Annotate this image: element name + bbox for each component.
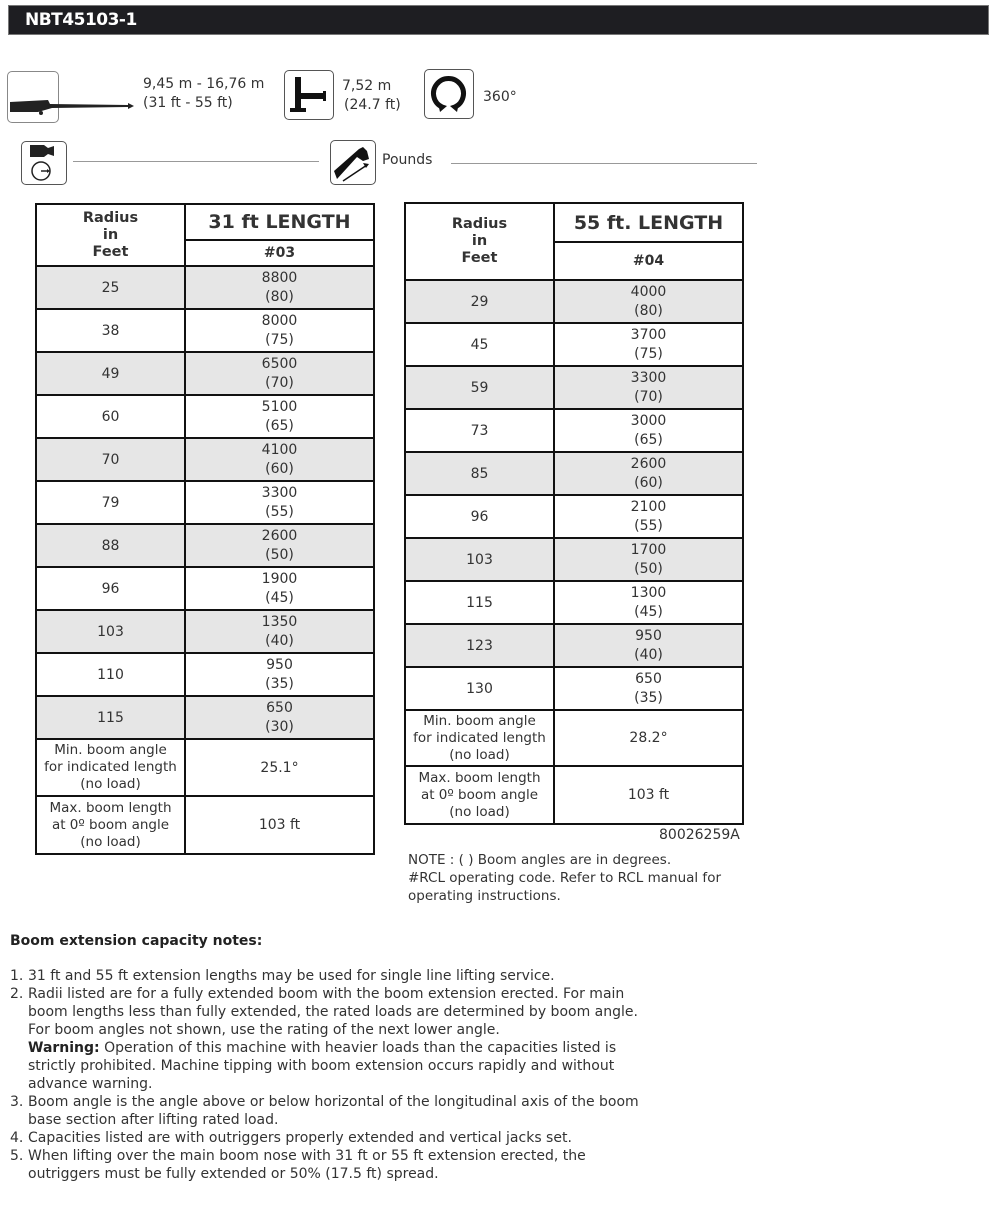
- table-note: [408, 851, 721, 905]
- boom-angle-value: (35): [634, 689, 663, 706]
- radius-cell: 110: [36, 653, 185, 696]
- note-number: 1.: [10, 968, 24, 984]
- radius-cell: 60: [36, 395, 185, 438]
- capacity-cell: [554, 538, 743, 581]
- note-number: 5.: [10, 1148, 24, 1164]
- table-row: [36, 610, 374, 653]
- load-value: 650: [266, 699, 293, 716]
- min-angle-value: 25.1°: [185, 739, 374, 796]
- radius-cell: 73: [405, 409, 554, 452]
- capacity-cell: [185, 481, 374, 524]
- load-value: 4000: [630, 283, 667, 300]
- boom-angle-value: (35): [265, 675, 294, 692]
- load-value: 3300: [630, 369, 667, 386]
- capacity-cell: [554, 667, 743, 710]
- boom-angle-value: (80): [634, 302, 663, 319]
- warning-text: Operation of this machine with heavier loads than the capacities listed is strictly prohibited. Machine tipping with boom extension occurs rapidly and without advance warning.: [28, 1040, 617, 1092]
- load-table-31ft: [35, 203, 375, 855]
- note-item: [10, 1147, 650, 1183]
- load-value: 950: [266, 656, 293, 673]
- table-row: [36, 567, 374, 610]
- radius-cell: 25: [36, 266, 185, 309]
- note-item: [10, 1129, 650, 1147]
- note-item: [10, 967, 650, 985]
- rotation-value: 360°: [483, 89, 517, 105]
- label-line: at 0º boom angle: [51, 816, 170, 833]
- capacity-cell: [554, 452, 743, 495]
- capacity-cell: [185, 653, 374, 696]
- label-line: (no load): [80, 776, 141, 792]
- max-length-label: [36, 796, 185, 854]
- label-line: Min. boom angle: [423, 712, 536, 729]
- note-text: Capacities listed are with outriggers properly extended and vertical jacks set.: [28, 1130, 572, 1146]
- load-value: 5100: [261, 398, 298, 415]
- min-angle-value: 28.2°: [554, 710, 743, 766]
- load-table-55ft: [404, 202, 744, 825]
- boom-angle-value: (80): [265, 288, 294, 305]
- radius-cell: 123: [405, 624, 554, 667]
- radius-cell: 45: [405, 323, 554, 366]
- label-line: at 0º boom angle: [420, 786, 539, 803]
- max-length-label: [405, 766, 554, 824]
- label-line: for indicated length: [44, 759, 177, 775]
- note-line: #RCL operating code. Refer to RCL manual for: [408, 870, 721, 886]
- boom-angle-value: (60): [265, 460, 294, 477]
- capacity-cell: [185, 309, 374, 352]
- radius-cell: 38: [36, 309, 185, 352]
- counterweight-icon: [21, 141, 67, 185]
- table-row: [36, 395, 374, 438]
- warning-label: Warning:: [28, 1040, 100, 1056]
- note-text: Boom angle is the angle above or below horizontal of the longitudinal axis of the boom base section after lifting rated load.: [28, 1094, 639, 1128]
- boom-angle-value: (65): [634, 431, 663, 448]
- radius-header: [36, 204, 185, 266]
- boom-angle-value: (45): [265, 589, 294, 606]
- note-number: 4.: [10, 1130, 24, 1146]
- boom-angle-value: (40): [265, 632, 294, 649]
- load-value: 650: [635, 670, 662, 687]
- capacity-cell: [185, 352, 374, 395]
- header-bar: [8, 5, 989, 35]
- min-angle-label: [405, 710, 554, 766]
- capacity-cell: [554, 366, 743, 409]
- table-row: [405, 409, 743, 452]
- boom-angle-value: (70): [265, 374, 294, 391]
- radius-cell: 79: [36, 481, 185, 524]
- boom-angle-value: (60): [634, 474, 663, 491]
- radius-header: [405, 203, 554, 280]
- load-value: 1350: [261, 613, 298, 630]
- capacity-cell: [185, 395, 374, 438]
- boom-angle-value: (55): [265, 503, 294, 520]
- note-text: 31 ft and 55 ft extension lengths may be used for single line lifting service.: [28, 968, 555, 984]
- extension-length-imperial: (31 ft - 55 ft): [143, 95, 233, 111]
- table-row: [36, 352, 374, 395]
- load-value: 4100: [261, 441, 298, 458]
- capacity-cell: [185, 567, 374, 610]
- table-row: [36, 481, 374, 524]
- document-number: 80026259A: [659, 827, 740, 843]
- radius-header-line: Radius: [451, 216, 508, 232]
- boom-angle-value: (50): [265, 546, 294, 563]
- label-line: Max. boom length: [418, 769, 541, 786]
- table-row: [36, 266, 374, 309]
- boom-angle-value: (65): [265, 417, 294, 434]
- load-value: 8000: [261, 312, 298, 329]
- capacity-cell: [185, 524, 374, 567]
- table-row: [405, 581, 743, 624]
- radius-cell: 49: [36, 352, 185, 395]
- load-value: 6500: [261, 355, 298, 372]
- label-line: Max. boom length: [49, 799, 172, 816]
- radius-header-line: Feet: [92, 243, 129, 260]
- table-row: [405, 366, 743, 409]
- units-label: Pounds: [382, 152, 433, 168]
- boom-load-icon: [330, 140, 376, 185]
- table-row: [405, 667, 743, 710]
- page-title: NBT45103-1: [25, 10, 137, 30]
- load-value: 950: [635, 627, 662, 644]
- capacity-cell: [554, 280, 743, 323]
- extension-length-metric: 9,45 m - 16,76 m: [143, 76, 265, 92]
- note-item: [10, 1093, 650, 1129]
- radius-header-line: in: [471, 233, 488, 249]
- label-line: (no load): [449, 803, 510, 820]
- table-row: [36, 696, 374, 739]
- note-number: 2.: [10, 986, 24, 1002]
- note-number: 3.: [10, 1094, 24, 1110]
- radius-cell: 115: [405, 581, 554, 624]
- boom-angle-value: (45): [634, 603, 663, 620]
- note-body: [28, 985, 650, 1093]
- note-text: When lifting over the main boom nose with 31 ft or 55 ft extension erected, the outriggers must be fully extended or 50% (17.5 ft) spread.: [28, 1148, 586, 1182]
- boom-angle-value: (30): [265, 718, 294, 735]
- radius-cell: 96: [405, 495, 554, 538]
- capacity-cell: [554, 495, 743, 538]
- length-header: 31 ft LENGTH: [185, 204, 374, 240]
- capacity-notes-list: [10, 967, 650, 1183]
- load-value: 3700: [630, 326, 667, 343]
- capacity-cell: [554, 323, 743, 366]
- capacity-cell: [185, 696, 374, 739]
- radius-header-line: in: [102, 226, 119, 243]
- label-line: (no load): [449, 746, 510, 763]
- outrigger-spread-metric: 7,52 m: [342, 78, 392, 94]
- load-value: 1300: [630, 584, 667, 601]
- boom-angle-value: (75): [265, 331, 294, 348]
- radius-cell: 29: [405, 280, 554, 323]
- radius-cell: 115: [36, 696, 185, 739]
- rcl-code: #03: [185, 240, 374, 266]
- radius-cell: 59: [405, 366, 554, 409]
- radius-cell: 88: [36, 524, 185, 567]
- divider-line: [73, 161, 319, 162]
- boom-angle-value: (75): [634, 345, 663, 362]
- rotation-icon: [424, 69, 474, 119]
- table-row: [405, 452, 743, 495]
- radius-cell: 70: [36, 438, 185, 481]
- length-header: 55 ft. LENGTH: [554, 203, 743, 242]
- capacity-cell: [185, 438, 374, 481]
- table-row: [405, 323, 743, 366]
- radius-cell: 96: [36, 567, 185, 610]
- boom-extension-icon: [7, 71, 59, 123]
- capacity-cell: [554, 581, 743, 624]
- radius-cell: 85: [405, 452, 554, 495]
- table-row: [405, 495, 743, 538]
- boom-angle-value: (50): [634, 560, 663, 577]
- table-row: [36, 524, 374, 567]
- radius-cell: 103: [405, 538, 554, 581]
- load-value: 3000: [630, 412, 667, 429]
- boom-angle-value: (70): [634, 388, 663, 405]
- outrigger-icon: [284, 70, 334, 120]
- capacity-cell: [185, 266, 374, 309]
- label-line: (no load): [80, 833, 141, 850]
- load-value: 1700: [630, 541, 667, 558]
- label-line: for indicated length: [413, 729, 546, 746]
- capacity-cell: [554, 624, 743, 667]
- boom-angle-value: (40): [634, 646, 663, 663]
- min-angle-label: [36, 739, 185, 796]
- table-row: [405, 624, 743, 667]
- radius-header-line: Feet: [461, 250, 498, 266]
- table-row: [36, 653, 374, 696]
- load-value: 1900: [261, 570, 298, 587]
- boom-angle-value: (55): [634, 517, 663, 534]
- load-value: 2600: [630, 455, 667, 472]
- divider-line: [451, 163, 757, 164]
- table-row: [405, 538, 743, 581]
- radius-header-line: Radius: [82, 209, 139, 226]
- load-value: 8800: [261, 269, 298, 286]
- max-length-value: 103 ft: [554, 766, 743, 824]
- load-value: 3300: [261, 484, 298, 501]
- load-value: 2100: [630, 498, 667, 515]
- capacity-cell: [185, 610, 374, 653]
- rcl-code: #04: [554, 242, 743, 280]
- note-item: [10, 985, 650, 1093]
- label-line: Min. boom angle: [54, 742, 167, 758]
- table-row: [36, 309, 374, 352]
- load-value: 2600: [261, 527, 298, 544]
- radius-cell: 130: [405, 667, 554, 710]
- max-length-value: 103 ft: [185, 796, 374, 854]
- radius-cell: 103: [36, 610, 185, 653]
- capacity-cell: [554, 409, 743, 452]
- note-line: operating instructions.: [408, 888, 561, 904]
- table-row: [36, 438, 374, 481]
- capacity-notes-title: Boom extension capacity notes:: [10, 933, 263, 949]
- note-text: Radii listed are for a fully extended boom with the boom extension erected. For main boom lengths less than fully extended, the rated loads are determined by boom angle. For boom angles not shown, use the rating of the next lower angle.: [28, 986, 638, 1038]
- note-line: NOTE : ( ) Boom angles are in degrees.: [408, 852, 672, 868]
- table-row: [405, 280, 743, 323]
- outrigger-spread-imperial: (24.7 ft): [344, 97, 401, 113]
